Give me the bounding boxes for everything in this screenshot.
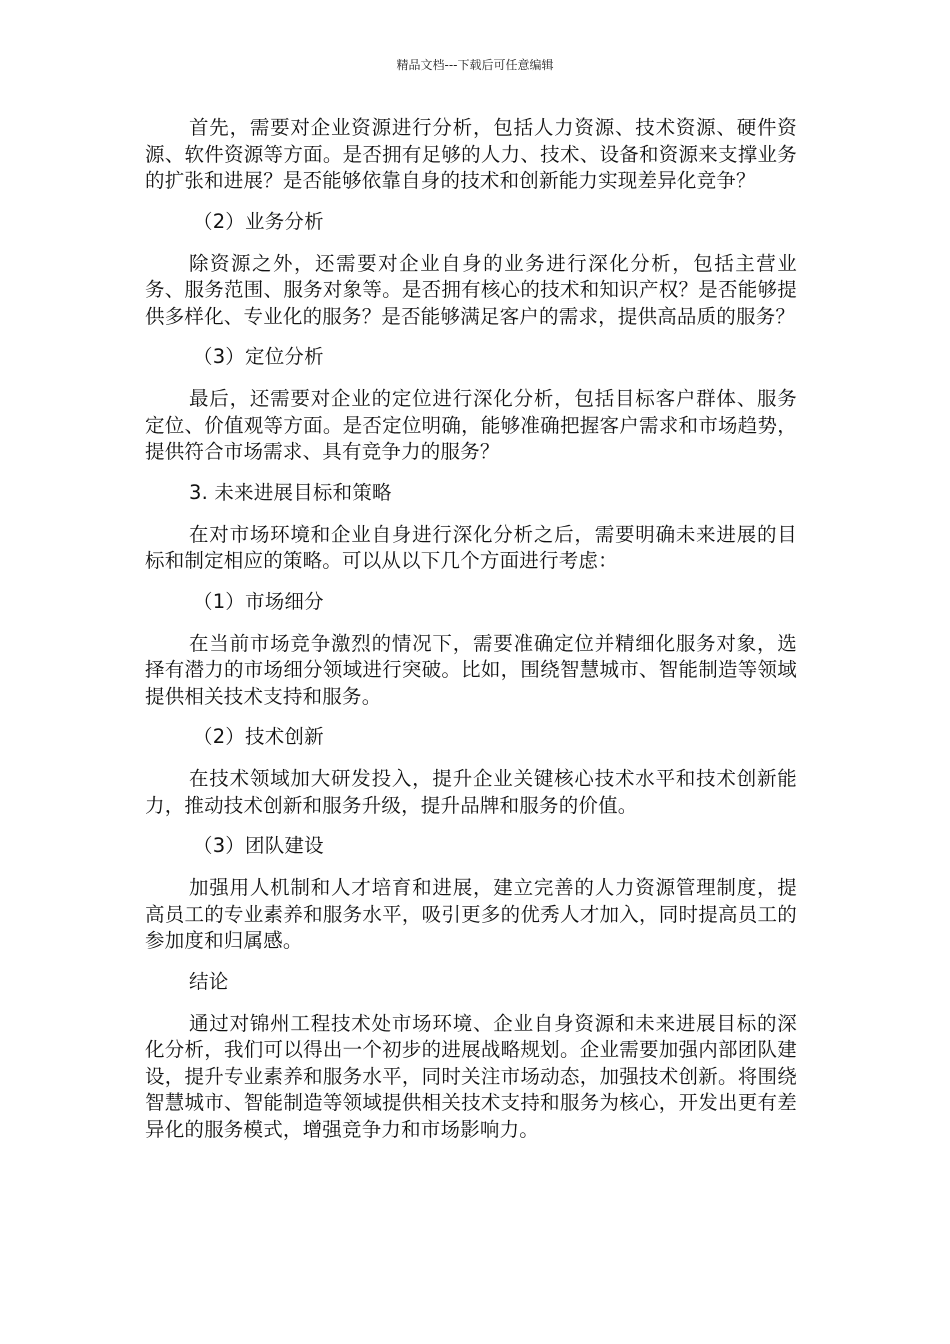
paragraph-market-segmentation: 在当前市场竞争激烈的情况下，需要准确定位并精细化服务对象，选择有潜力的市场细分领域进行突破。比如，围绕智慧城市、智能制造等领域提供相关技术支持和服务。 [145,631,797,708]
subheading-business-analysis: （2）业务分析 [193,209,324,233]
paragraph-future-goals-intro: 在对市场环境和企业自身进行深化分析之后，需要明确未来进展的目标和制定相应的策略。可以从以下几个方面进行考虑： [145,522,797,572]
paragraph-business-analysis: 除资源之外，还需要对企业自身的业务进行深化分析，包括主营业务、服务范围、服务对象等。是否拥有核心的技术和知识产权？是否能够提供多样化、专业化的服务？是否能够满足客户的需求，提供高品质的服务？ [145,251,797,328]
paragraph-positioning-analysis: 最后，还需要对企业的定位进行深化分析，包括目标客户群体、服务定位、价值观等方面。是否定位明确，能够准确把握客户需求和市场趋势，提供符合市场需求、具有竞争力的服务？ [145,387,797,463]
subheading-market-segmentation: （1）市场细分 [193,589,324,613]
subheading-team-building: （3）团队建设 [193,834,324,857]
subheading-tech-innovation: （2）技术创新 [193,725,324,748]
document-body [145,115,797,1157]
section-heading-conclusion: 结论 [189,969,229,993]
section-heading-future-goals: 3. 未来进展目标和策略 [189,480,392,504]
paragraph-resource-analysis: 首先，需要对企业资源进行分析，包括人力资源、技术资源、硬件资源、软件资源等方面。是否拥有足够的人力、技术、设备和资源来支撑业务的扩张和进展？是否能够依靠自身的技术和创新能力实现差异化竞争？ [145,116,797,192]
paragraph-team-building: 加强用人机制和人才培育和进展，建立完善的人力资源管理制度，提高员工的专业素养和服务水平，吸引更多的优秀人才加入，同时提高员工的参加度和归属感。 [145,876,797,952]
page-header: 精品文档---下载后可任意编辑 [396,58,554,72]
paragraph-tech-innovation: 在技术领域加大研发投入，提升企业关键核心技术水平和技术创新能力，推动技术创新和服务升级，提升品牌和服务的价值。 [145,767,797,817]
paragraph-conclusion: 通过对锦州工程技术处市场环境、企业自身资源和未来进展目标的深化分析，我们可以得出一个初步的进展战略规划。企业需要加强内部团队建设，提升专业素养和服务水平，同时关注市场动态，加强技术创新。将围绕智慧城市、智能制造等领域提供相关技术支持和服务为核心，开发出更有差异化的服务模式，增强竞争力和市场影响力。 [145,1011,797,1141]
subheading-positioning-analysis: （3）定位分析 [193,345,324,368]
